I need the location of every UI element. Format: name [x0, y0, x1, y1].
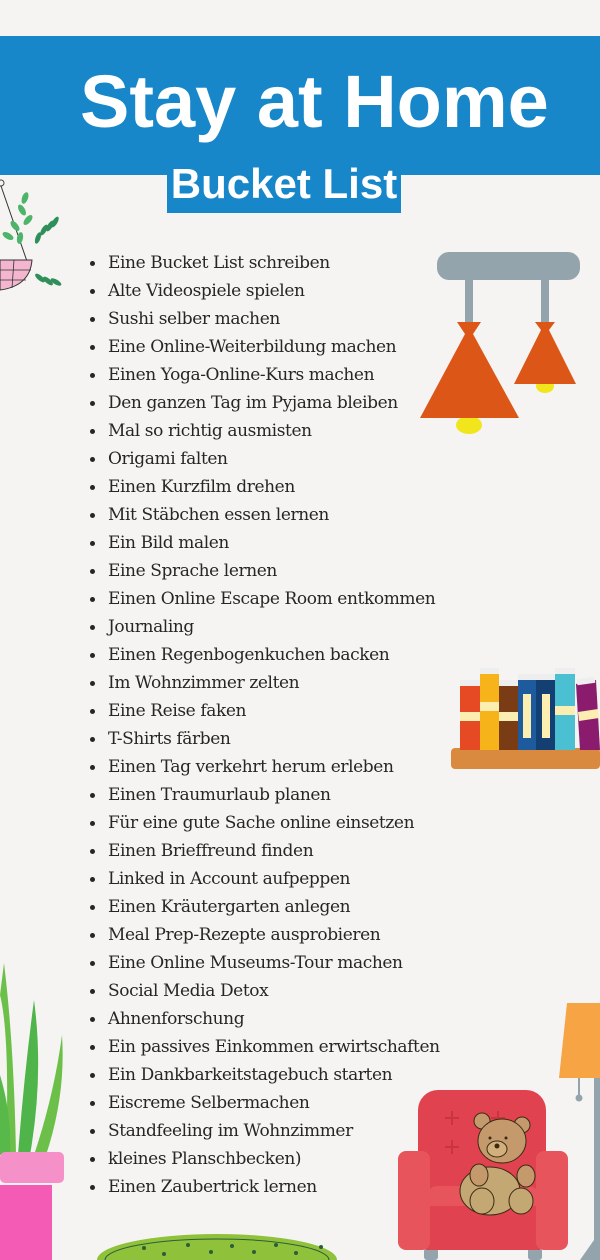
armchair-teddy-icon — [396, 1088, 570, 1260]
list-item: Ahnenforschung — [88, 1005, 440, 1033]
list-item: Einen Kräutergarten anlegen — [88, 893, 440, 921]
list-item: Origami falten — [88, 445, 440, 473]
list-item: Social Media Detox — [88, 977, 440, 1005]
list-item: Einen Traumurlaub planen — [88, 781, 440, 809]
list-item: Mal so richtig ausmisten — [88, 417, 440, 445]
list-item: Linked in Account aufpeppen — [88, 865, 440, 893]
list-item: Alte Videospiele spielen — [88, 277, 440, 305]
list-item: Sushi selber machen — [88, 305, 440, 333]
list-item: Einen Yoga-Online-Kurs machen — [88, 361, 440, 389]
pendant-lamp-icon — [415, 250, 585, 435]
list-item: Journaling — [88, 613, 440, 641]
page-subtitle: Bucket List — [170, 160, 398, 207]
list-item: Eine Bucket List schreiben — [88, 249, 440, 277]
bookshelf-icon — [450, 666, 600, 770]
rug-icon — [96, 1232, 338, 1260]
list-item: T-Shirts färben — [88, 725, 440, 753]
list-item: Eine Sprache lernen — [88, 557, 440, 585]
list-item: Ein Dankbarkeitstagebuch starten — [88, 1061, 440, 1089]
list-item: Meal Prep-Rezepte ausprobieren — [88, 921, 440, 949]
potted-plant-icon — [0, 955, 70, 1260]
list-item: Ein passives Einkommen erwirtschaften — [88, 1033, 440, 1061]
list-item: kleines Planschbecken) — [88, 1145, 440, 1173]
list-item: Einen Zaubertrick lernen — [88, 1173, 440, 1201]
list-item: Ein Bild malen — [88, 529, 440, 557]
hanging-plant-icon — [0, 178, 70, 298]
list-item: Standfeeling im Wohnzimmer — [88, 1117, 440, 1145]
bucket-list — [88, 249, 440, 1201]
list-item: Im Wohnzimmer zelten — [88, 669, 440, 697]
list-item: Einen Regenbogenkuchen backen — [88, 641, 440, 669]
page-title: Stay at Home — [80, 60, 549, 143]
list-item: Einen Kurzfilm drehen — [88, 473, 440, 501]
list-item: Einen Online Escape Room entkommen — [88, 585, 440, 613]
list-item: Eine Online Museums-Tour machen — [88, 949, 440, 977]
list-item: Für eine gute Sache online einsetzen — [88, 809, 440, 837]
list-item: Eine Reise faken — [88, 697, 440, 725]
list-item: Eine Online-Weiterbildung machen — [88, 333, 440, 361]
list-item: Mit Stäbchen essen lernen — [88, 501, 440, 529]
list-item: Den ganzen Tag im Pyjama bleiben — [88, 389, 440, 417]
list-item: Einen Brieffreund finden — [88, 837, 440, 865]
list-item: Eiscreme Selbermachen — [88, 1089, 440, 1117]
list-item: Einen Tag verkehrt herum erleben — [88, 753, 440, 781]
